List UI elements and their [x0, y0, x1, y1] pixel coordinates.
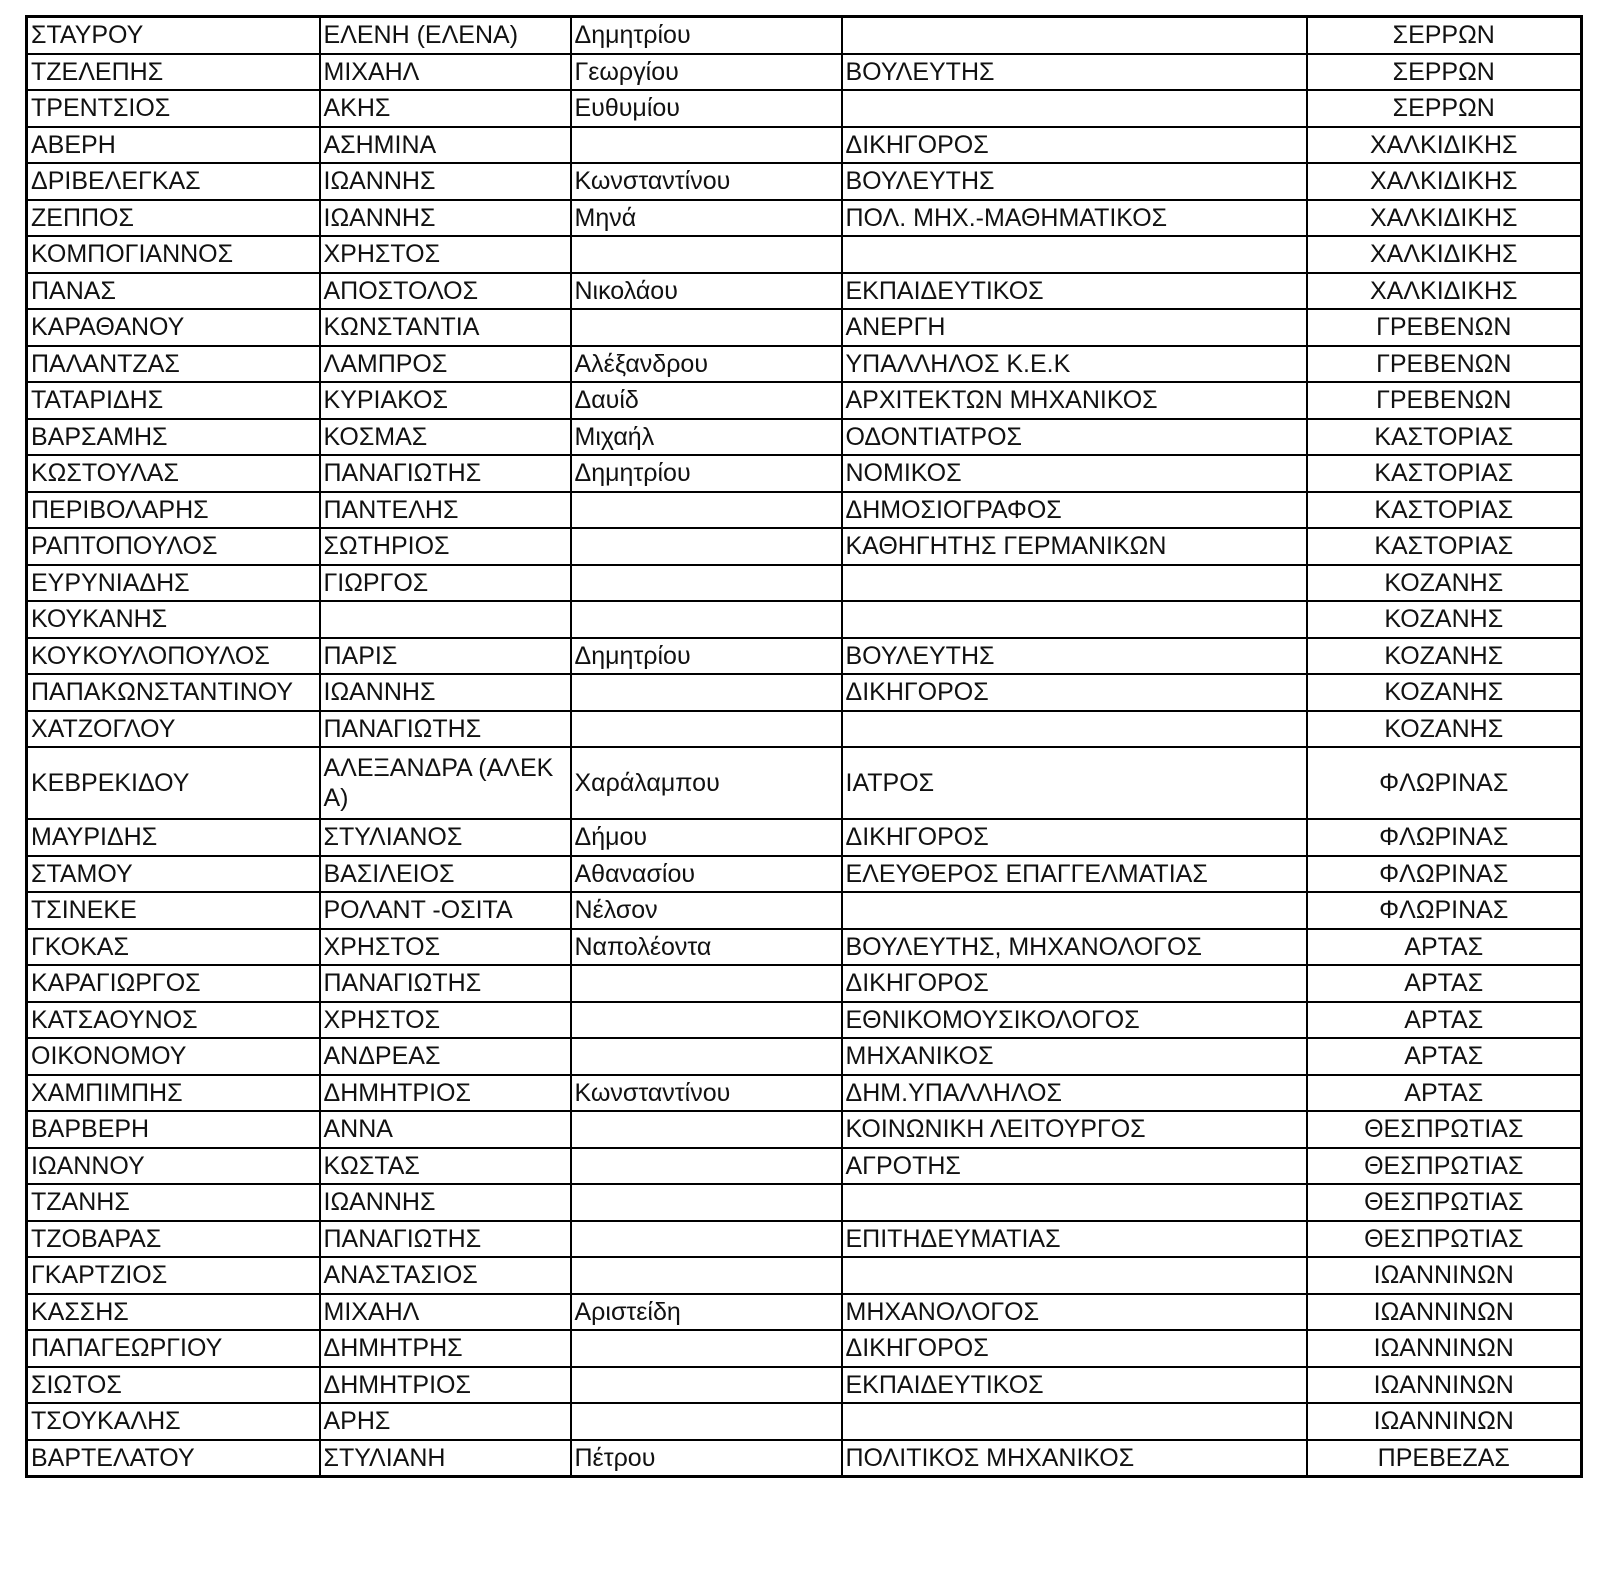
first-name-cell: ΑΝΝΑ [320, 1111, 571, 1148]
profession-cell [842, 1184, 1307, 1221]
fathers-name-cell: Μηνά [571, 200, 842, 237]
profession-cell: ΔΗΜ.ΥΠΑΛΛΗΛΟΣ [842, 1075, 1307, 1112]
fathers-name-cell: Κωνσταντίνου [571, 163, 842, 200]
profession-cell: ΟΔΟΝΤΙΑΤΡΟΣ [842, 419, 1307, 456]
region-cell: ΚΟΖΑΝΗΣ [1307, 601, 1582, 638]
first-name-cell: ΡΟΛΑΝΤ -ΟΣΙΤΑ [320, 892, 571, 929]
table-row [27, 1221, 1582, 1258]
profession-cell: ΑΡΧΙΤΕΚΤΩΝ ΜΗΧΑΝΙΚΟΣ [842, 382, 1307, 419]
first-name-cell: ΠΑΝΑΓΙΩΤΗΣ [320, 965, 571, 1002]
region-cell: ΙΩΑΝΝΙΝΩΝ [1307, 1403, 1582, 1440]
region-cell: ΘΕΣΠΡΩΤΙΑΣ [1307, 1111, 1582, 1148]
profession-cell: ΥΠΑΛΛΗΛΟΣ Κ.Ε.Κ [842, 346, 1307, 383]
first-name-cell: ΑΛΕΞΑΝΔΡΑ (ΑΛΕΚΑ) [320, 747, 571, 819]
first-name-cell: ΓΙΩΡΓΟΣ [320, 565, 571, 602]
profession-cell: ΕΛΕΥΘΕΡΟΣ ΕΠΑΓΓΕΛΜΑΤΙΑΣ [842, 856, 1307, 893]
region-cell: ΣΕΡΡΩΝ [1307, 17, 1582, 54]
fathers-name-cell [571, 1038, 842, 1075]
region-cell: ΚΟΖΑΝΗΣ [1307, 674, 1582, 711]
first-name-cell: ΠΑΝΑΓΙΩΤΗΣ [320, 711, 571, 748]
surname-cell: ΑΒΕΡΗ [27, 127, 320, 164]
fathers-name-cell: Πέτρου [571, 1440, 842, 1477]
fathers-name-cell: Ναπολέοντα [571, 929, 842, 966]
table-row [27, 819, 1582, 856]
table-row [27, 236, 1582, 273]
fathers-name-cell: Δημητρίου [571, 17, 842, 54]
region-cell: ΚΑΣΤΟΡΙΑΣ [1307, 528, 1582, 565]
profession-cell: ΠΟΛ. ΜΗΧ.-ΜΑΘΗΜΑΤΙΚΟΣ [842, 200, 1307, 237]
fathers-name-cell [571, 601, 842, 638]
fathers-name-cell: Αριστείδη [571, 1294, 842, 1331]
region-cell: ΓΡΕΒΕΝΩΝ [1307, 309, 1582, 346]
table-row [27, 492, 1582, 529]
table-row [27, 1330, 1582, 1367]
surname-cell: ΠΑΠΑΚΩΝΣΤΑΝΤΙΝΟΥ [27, 674, 320, 711]
profession-cell: ΕΘΝΙΚΟΜΟΥΣΙΚΟΛΟΓΟΣ [842, 1002, 1307, 1039]
first-name-cell: ΑΝΑΣΤΑΣΙΟΣ [320, 1257, 571, 1294]
region-cell: ΙΩΑΝΝΙΝΩΝ [1307, 1330, 1582, 1367]
table-row [27, 1403, 1582, 1440]
table-row [27, 127, 1582, 164]
profession-cell: ΙΑΤΡΟΣ [842, 747, 1307, 819]
first-name-cell: ΠΑΝΑΓΙΩΤΗΣ [320, 1221, 571, 1258]
table-row [27, 892, 1582, 929]
region-cell: ΙΩΑΝΝΙΝΩΝ [1307, 1367, 1582, 1404]
table-row [27, 1111, 1582, 1148]
profession-cell: ΔΙΚΗΓΟΡΟΣ [842, 127, 1307, 164]
fathers-name-cell: Νέλσον [571, 892, 842, 929]
surname-cell: ΡΑΠΤΟΠΟΥΛΟΣ [27, 528, 320, 565]
region-cell: ΙΩΑΝΝΙΝΩΝ [1307, 1294, 1582, 1331]
first-name-cell: ΣΤΥΛΙΑΝΟΣ [320, 819, 571, 856]
fathers-name-cell [571, 127, 842, 164]
profession-cell [842, 1403, 1307, 1440]
region-cell: ΦΛΩΡΙΝΑΣ [1307, 819, 1582, 856]
surname-cell: ΚΟΥΚΟΥΛΟΠΟΥΛΟΣ [27, 638, 320, 675]
surname-cell: ΕΥΡΥΝΙΑΔΗΣ [27, 565, 320, 602]
profession-cell [842, 711, 1307, 748]
region-cell: ΓΡΕΒΕΝΩΝ [1307, 346, 1582, 383]
surname-cell: ΧΑΜΠΙΜΠΗΣ [27, 1075, 320, 1112]
fathers-name-cell [571, 528, 842, 565]
table-row [27, 1184, 1582, 1221]
table-row [27, 419, 1582, 456]
first-name-cell: ΑΝΔΡΕΑΣ [320, 1038, 571, 1075]
region-cell: ΧΑΛΚΙΔΙΚΗΣ [1307, 200, 1582, 237]
first-name-cell: ΒΑΣΙΛΕΙΟΣ [320, 856, 571, 893]
surname-cell: ΓΚΟΚΑΣ [27, 929, 320, 966]
profession-cell [842, 17, 1307, 54]
region-cell: ΠΡΕΒΕΖΑΣ [1307, 1440, 1582, 1477]
table-row [27, 565, 1582, 602]
fathers-name-cell [571, 309, 842, 346]
profession-cell: ΕΚΠΑΙΔΕΥΤΙΚΟΣ [842, 273, 1307, 310]
region-cell: ΧΑΛΚΙΔΙΚΗΣ [1307, 127, 1582, 164]
profession-cell: ΑΓΡΟΤΗΣ [842, 1148, 1307, 1185]
profession-cell: ΠΟΛΙΤΙΚΟΣ ΜΗΧΑΝΙΚΟΣ [842, 1440, 1307, 1477]
region-cell: ΚΟΖΑΝΗΣ [1307, 711, 1582, 748]
table-row [27, 309, 1582, 346]
table-row [27, 1294, 1582, 1331]
first-name-cell: ΑΚΗΣ [320, 90, 571, 127]
table-row [27, 1440, 1582, 1477]
first-name-cell: ΚΟΣΜΑΣ [320, 419, 571, 456]
region-cell: ΑΡΤΑΣ [1307, 1002, 1582, 1039]
surname-cell: ΤΣΟΥΚΑΛΗΣ [27, 1403, 320, 1440]
profession-cell [842, 90, 1307, 127]
fathers-name-cell [571, 236, 842, 273]
fathers-name-cell: Αλέξανδρου [571, 346, 842, 383]
table-row [27, 1148, 1582, 1185]
surname-cell: ΠΑΝΑΣ [27, 273, 320, 310]
table-row [27, 747, 1582, 819]
table-row [27, 711, 1582, 748]
first-name-cell: ΛΑΜΠΡΟΣ [320, 346, 571, 383]
region-cell: ΘΕΣΠΡΩΤΙΑΣ [1307, 1221, 1582, 1258]
profession-cell: ΒΟΥΛΕΥΤΗΣ [842, 638, 1307, 675]
table-row [27, 528, 1582, 565]
table-row [27, 1002, 1582, 1039]
fathers-name-cell [571, 1367, 842, 1404]
fathers-name-cell [571, 1184, 842, 1221]
first-name-cell: ΑΣΗΜΙΝΑ [320, 127, 571, 164]
profession-cell: ΜΗΧΑΝΙΚΟΣ [842, 1038, 1307, 1075]
first-name-cell: ΣΩΤΗΡΙΟΣ [320, 528, 571, 565]
region-cell: ΚΟΖΑΝΗΣ [1307, 638, 1582, 675]
fathers-name-cell: Χαράλαμπου [571, 747, 842, 819]
profession-cell: ΔΙΚΗΓΟΡΟΣ [842, 819, 1307, 856]
first-name-cell: ΔΗΜΗΤΡΙΟΣ [320, 1367, 571, 1404]
region-cell: ΘΕΣΠΡΩΤΙΑΣ [1307, 1184, 1582, 1221]
region-cell: ΦΛΩΡΙΝΑΣ [1307, 892, 1582, 929]
region-cell: ΙΩΑΝΝΙΝΩΝ [1307, 1257, 1582, 1294]
fathers-name-cell [571, 1221, 842, 1258]
first-name-cell: ΜΙΧΑΗΛ [320, 54, 571, 91]
surname-cell: ΜΑΥΡΙΔΗΣ [27, 819, 320, 856]
first-name-cell: ΧΡΗΣΤΟΣ [320, 929, 571, 966]
profession-cell: ΜΗΧΑΝΟΛΟΓΟΣ [842, 1294, 1307, 1331]
profession-cell: ΝΟΜΙΚΟΣ [842, 455, 1307, 492]
surname-cell: ΒΑΡΤΕΛΑΤΟΥ [27, 1440, 320, 1477]
table-row [27, 455, 1582, 492]
table-row [27, 1367, 1582, 1404]
fathers-name-cell [571, 711, 842, 748]
surname-cell: ΚΩΣΤΟΥΛΑΣ [27, 455, 320, 492]
first-name-cell: ΧΡΗΣΤΟΣ [320, 236, 571, 273]
surname-cell: ΣΤΑΜΟΥ [27, 856, 320, 893]
first-name-cell: ΙΩΑΝΝΗΣ [320, 163, 571, 200]
surname-cell: ΚΟΜΠΟΓΙΑΝΝΟΣ [27, 236, 320, 273]
region-cell: ΣΕΡΡΩΝ [1307, 90, 1582, 127]
surname-cell: ΚΟΥΚΑΝΗΣ [27, 601, 320, 638]
fathers-name-cell [571, 1111, 842, 1148]
fathers-name-cell: Δημητρίου [571, 455, 842, 492]
surname-cell: ΚΑΣΣΗΣ [27, 1294, 320, 1331]
table-row [27, 90, 1582, 127]
profession-cell: ΚΟΙΝΩΝΙΚΗ ΛΕΙΤΟΥΡΓΟΣ [842, 1111, 1307, 1148]
region-cell: ΚΑΣΤΟΡΙΑΣ [1307, 492, 1582, 529]
profession-cell: ΚΑΘΗΓΗΤΗΣ ΓΕΡΜΑΝΙΚΩΝ [842, 528, 1307, 565]
fathers-name-cell: Δήμου [571, 819, 842, 856]
profession-cell: ΑΝΕΡΓΗ [842, 309, 1307, 346]
first-name-cell: ΑΠΟΣΤΟΛΟΣ [320, 273, 571, 310]
candidates-table-body [27, 17, 1582, 1477]
table-row [27, 382, 1582, 419]
surname-cell: ΒΑΡΒΕΡΗ [27, 1111, 320, 1148]
region-cell: ΦΛΩΡΙΝΑΣ [1307, 747, 1582, 819]
region-cell: ΑΡΤΑΣ [1307, 1038, 1582, 1075]
region-cell: ΚΑΣΤΟΡΙΑΣ [1307, 419, 1582, 456]
profession-cell: ΕΚΠΑΙΔΕΥΤΙΚΟΣ [842, 1367, 1307, 1404]
fathers-name-cell: Νικολάου [571, 273, 842, 310]
surname-cell: ΚΕΒΡΕΚΙΔΟΥ [27, 747, 320, 819]
surname-cell: ΠΑΛΑΝΤΖΑΣ [27, 346, 320, 383]
profession-cell: ΔΙΚΗΓΟΡΟΣ [842, 1330, 1307, 1367]
region-cell: ΧΑΛΚΙΔΙΚΗΣ [1307, 163, 1582, 200]
region-cell: ΑΡΤΑΣ [1307, 929, 1582, 966]
fathers-name-cell [571, 492, 842, 529]
profession-cell: ΔΗΜΟΣΙΟΓΡΑΦΟΣ [842, 492, 1307, 529]
table-row [27, 674, 1582, 711]
fathers-name-cell: Αθανασίου [571, 856, 842, 893]
profession-cell: ΕΠΙΤΗΔΕΥΜΑΤΙΑΣ [842, 1221, 1307, 1258]
fathers-name-cell [571, 1257, 842, 1294]
region-cell: ΣΕΡΡΩΝ [1307, 54, 1582, 91]
table-row [27, 856, 1582, 893]
table-row [27, 601, 1582, 638]
surname-cell: ΧΑΤΖΟΓΛΟΥ [27, 711, 320, 748]
profession-cell: ΔΙΚΗΓΟΡΟΣ [842, 674, 1307, 711]
fathers-name-cell [571, 965, 842, 1002]
surname-cell: ΠΑΠΑΓΕΩΡΓΙΟΥ [27, 1330, 320, 1367]
profession-cell: ΒΟΥΛΕΥΤΗΣ [842, 54, 1307, 91]
surname-cell: ΣΤΑΥΡΟΥ [27, 17, 320, 54]
surname-cell: ΚΑΡΑΓΙΩΡΓΟΣ [27, 965, 320, 1002]
fathers-name-cell [571, 1002, 842, 1039]
first-name-cell: ΧΡΗΣΤΟΣ [320, 1002, 571, 1039]
table-row [27, 273, 1582, 310]
surname-cell: ΚΑΤΣΑΟΥΝΟΣ [27, 1002, 320, 1039]
first-name-cell: ΔΗΜΗΤΡΙΟΣ [320, 1075, 571, 1112]
table-row [27, 1038, 1582, 1075]
profession-cell [842, 892, 1307, 929]
table-row [27, 929, 1582, 966]
first-name-cell: ΣΤΥΛΙΑΝΗ [320, 1440, 571, 1477]
region-cell: ΦΛΩΡΙΝΑΣ [1307, 856, 1582, 893]
table-row [27, 638, 1582, 675]
first-name-cell: ΠΑΝΤΕΛΗΣ [320, 492, 571, 529]
profession-cell: ΒΟΥΛΕΥΤΗΣ, ΜΗΧΑΝΟΛΟΓΟΣ [842, 929, 1307, 966]
surname-cell: ΤΡΕΝΤΣΙΟΣ [27, 90, 320, 127]
profession-cell [842, 236, 1307, 273]
surname-cell: ΓΚΑΡΤΖΙΟΣ [27, 1257, 320, 1294]
surname-cell: ΤΣΙΝΕΚΕ [27, 892, 320, 929]
profession-cell [842, 565, 1307, 602]
fathers-name-cell [571, 674, 842, 711]
table-row [27, 346, 1582, 383]
surname-cell: ΤΖΟΒΑΡΑΣ [27, 1221, 320, 1258]
fathers-name-cell: Γεωργίου [571, 54, 842, 91]
first-name-cell: ΔΗΜΗΤΡΗΣ [320, 1330, 571, 1367]
first-name-cell [320, 601, 571, 638]
first-name-cell: ΠΑΡΙΣ [320, 638, 571, 675]
first-name-cell: ΚΩΝΣΤΑΝΤΙΑ [320, 309, 571, 346]
region-cell: ΑΡΤΑΣ [1307, 965, 1582, 1002]
region-cell: ΚΟΖΑΝΗΣ [1307, 565, 1582, 602]
candidates-table [25, 15, 1583, 1478]
fathers-name-cell [571, 1330, 842, 1367]
fathers-name-cell: Μιχαήλ [571, 419, 842, 456]
fathers-name-cell: Ευθυμίου [571, 90, 842, 127]
table-row [27, 54, 1582, 91]
region-cell: ΚΑΣΤΟΡΙΑΣ [1307, 455, 1582, 492]
surname-cell: ΟΙΚΟΝΟΜΟΥ [27, 1038, 320, 1075]
first-name-cell: ΙΩΑΝΝΗΣ [320, 200, 571, 237]
surname-cell: ΣΙΩΤΟΣ [27, 1367, 320, 1404]
table-row [27, 200, 1582, 237]
surname-cell: ΠΕΡΙΒΟΛΑΡΗΣ [27, 492, 320, 529]
surname-cell: ΤΑΤΑΡΙΔΗΣ [27, 382, 320, 419]
profession-cell [842, 1257, 1307, 1294]
surname-cell: ΙΩΑΝΝΟΥ [27, 1148, 320, 1185]
region-cell: ΑΡΤΑΣ [1307, 1075, 1582, 1112]
surname-cell: ΖΕΠΠΟΣ [27, 200, 320, 237]
region-cell: ΘΕΣΠΡΩΤΙΑΣ [1307, 1148, 1582, 1185]
table-row [27, 965, 1582, 1002]
profession-cell [842, 601, 1307, 638]
region-cell: ΓΡΕΒΕΝΩΝ [1307, 382, 1582, 419]
surname-cell: ΔΡΙΒΕΛΕΓΚΑΣ [27, 163, 320, 200]
first-name-cell: ΙΩΑΝΝΗΣ [320, 674, 571, 711]
first-name-cell: ΠΑΝΑΓΙΩΤΗΣ [320, 455, 571, 492]
surname-cell: ΒΑΡΣΑΜΗΣ [27, 419, 320, 456]
fathers-name-cell [571, 565, 842, 602]
surname-cell: ΤΖΑΝΗΣ [27, 1184, 320, 1221]
table-row [27, 1257, 1582, 1294]
profession-cell: ΒΟΥΛΕΥΤΗΣ [842, 163, 1307, 200]
first-name-cell: ΜΙΧΑΗΛ [320, 1294, 571, 1331]
fathers-name-cell: Κωνσταντίνου [571, 1075, 842, 1112]
region-cell: ΧΑΛΚΙΔΙΚΗΣ [1307, 273, 1582, 310]
fathers-name-cell: Δημητρίου [571, 638, 842, 675]
first-name-cell: ΕΛΕΝΗ (ΕΛΕΝΑ) [320, 17, 571, 54]
fathers-name-cell [571, 1148, 842, 1185]
surname-cell: ΚΑΡΑΘΑΝΟΥ [27, 309, 320, 346]
profession-cell: ΔΙΚΗΓΟΡΟΣ [842, 965, 1307, 1002]
table-row [27, 17, 1582, 54]
first-name-cell: ΚΩΣΤΑΣ [320, 1148, 571, 1185]
table-row [27, 163, 1582, 200]
first-name-cell: ΙΩΑΝΝΗΣ [320, 1184, 571, 1221]
first-name-cell: ΚΥΡΙΑΚΟΣ [320, 382, 571, 419]
fathers-name-cell: Δαυίδ [571, 382, 842, 419]
surname-cell: ΤΖΕΛΕΠΗΣ [27, 54, 320, 91]
table-row [27, 1075, 1582, 1112]
first-name-cell: ΑΡΗΣ [320, 1403, 571, 1440]
region-cell: ΧΑΛΚΙΔΙΚΗΣ [1307, 236, 1582, 273]
fathers-name-cell [571, 1403, 842, 1440]
